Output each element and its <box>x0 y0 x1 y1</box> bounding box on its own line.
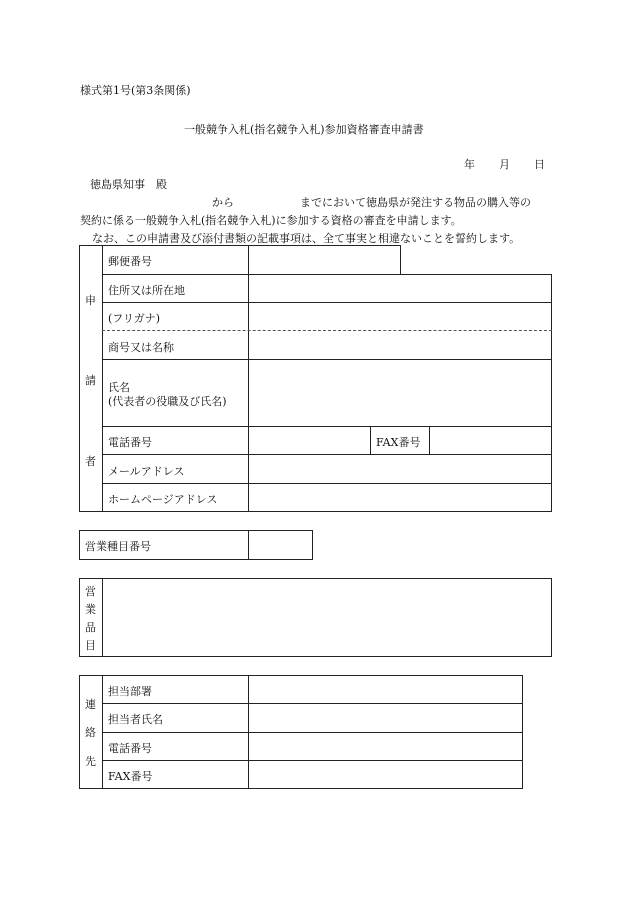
addressee: 徳島県知事 殿 <box>90 178 167 191</box>
name-field[interactable] <box>249 360 551 426</box>
period-to-text: までにおいて徳島県が発注する物品の購入等の <box>300 196 531 209</box>
business-items-char-3: 品 <box>85 621 96 634</box>
fax-label: FAX番号 <box>376 436 421 449</box>
postal-code-field[interactable] <box>249 246 400 274</box>
business-items-char-4: 目 <box>85 639 96 652</box>
homepage-field[interactable] <box>249 484 551 511</box>
period-from-label: から <box>212 196 234 209</box>
trade-name-label: 商号又は名称 <box>108 341 174 354</box>
contact-fax-label: FAX番号 <box>108 770 153 783</box>
address-field[interactable] <box>249 275 551 302</box>
date-year-label: 年 <box>464 158 475 171</box>
homepage-label: ホームページアドレス <box>108 493 218 506</box>
application-statement: 契約に係る一般競争入札(指名競争入札)に参加する資格の審査を申請します。 <box>80 214 462 227</box>
trade-name-field[interactable] <box>249 331 551 359</box>
email-field[interactable] <box>249 455 551 483</box>
fax-field[interactable] <box>430 427 551 454</box>
email-label: メールアドレス <box>108 465 185 478</box>
form-number: 様式第1号(第3条関係) <box>80 84 191 97</box>
contact-side-char-1: 連 <box>85 698 96 711</box>
name-label: 氏名 <box>108 381 130 394</box>
form-title: 一般競争入札(指名競争入札)参加資格審査申請書 <box>184 123 424 136</box>
contact-side-char-2: 絡 <box>85 726 96 739</box>
business-type-field[interactable] <box>249 531 312 559</box>
address-label: 住所又は所在地 <box>108 284 185 297</box>
business-items-char-1: 営 <box>85 585 96 598</box>
applicant-side-char-1: 申 <box>85 294 96 307</box>
applicant-side-char-3: 者 <box>85 455 96 468</box>
contact-fax-field[interactable] <box>249 761 522 788</box>
date-month-label: 月 <box>499 158 510 171</box>
phone-field[interactable] <box>249 427 370 454</box>
representative-label: (代表者の役職及び氏名) <box>108 395 227 408</box>
contact-phone-label: 電話番号 <box>108 742 152 755</box>
date-day-label: 日 <box>534 158 545 171</box>
furigana-field[interactable] <box>249 303 551 330</box>
postal-code-label: 郵便番号 <box>108 255 152 268</box>
phone-label: 電話番号 <box>108 436 152 449</box>
business-type-label: 営業種目番号 <box>85 540 151 553</box>
contact-person-label: 担当者氏名 <box>108 713 163 726</box>
contact-phone-field[interactable] <box>249 733 522 760</box>
department-label: 担当部署 <box>108 685 152 698</box>
contact-person-field[interactable] <box>249 704 522 732</box>
department-field[interactable] <box>249 676 522 703</box>
applicant-side-char-2: 請 <box>85 374 96 387</box>
contact-side-char-3: 先 <box>85 755 96 768</box>
furigana-label: (フリガナ) <box>108 312 161 325</box>
oath-statement: なお、この申請書及び添付書類の記載事項は、全て事実と相違ないことを誓約します。 <box>92 232 521 245</box>
business-items-char-2: 業 <box>85 603 96 616</box>
business-items-field[interactable] <box>103 579 551 656</box>
